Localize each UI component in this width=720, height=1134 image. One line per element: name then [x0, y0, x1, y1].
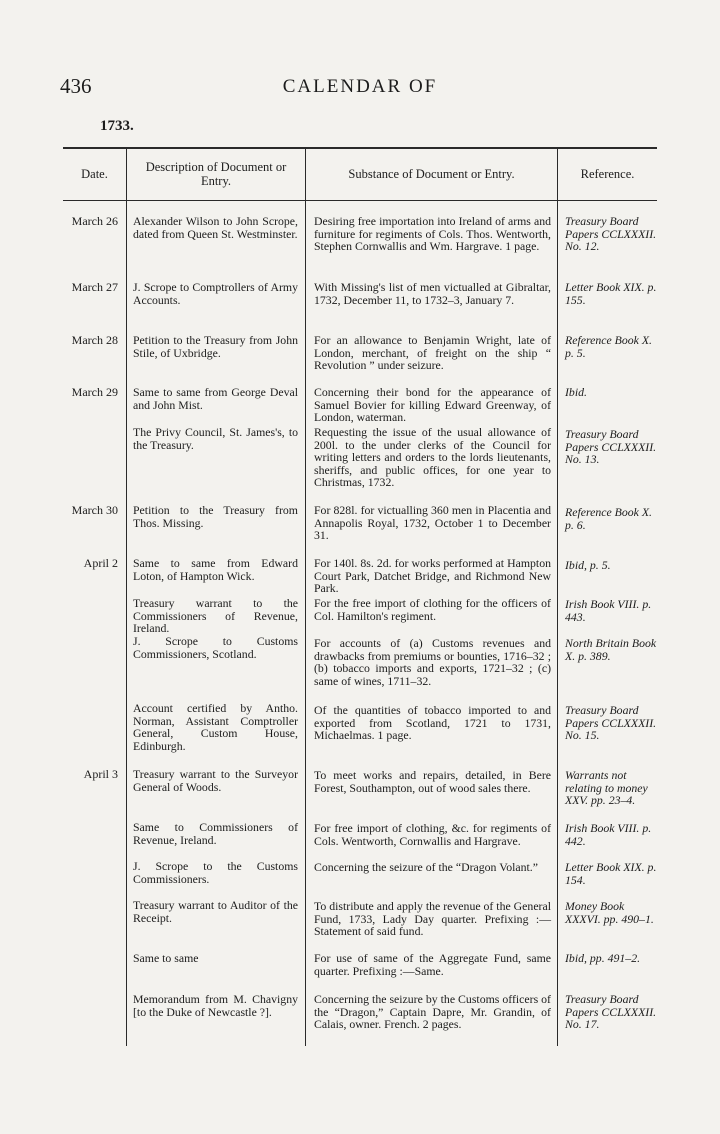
entry-date: March 27 [71, 280, 118, 294]
column-header-reference: Reference. [580, 167, 635, 181]
entry-substance: With Missing's list of men victualled at Gibraltar, 1732, December 11, to 1732–3, January 7. [314, 280, 551, 307]
column-divider [557, 148, 558, 1046]
entry-reference: Irish Book VIII. p. 442. [565, 821, 652, 848]
entry-description: Treasury warrant to Auditor of the Receipt. [133, 898, 298, 925]
entry-date: March 29 [71, 385, 118, 399]
column-header-date: Date. [81, 167, 108, 181]
entry-reference: Treasury Board Papers CCLXXXII. No. 15. [565, 703, 657, 743]
entry-substance: Desiring free importation into Ireland of arms and furniture for regiments of Cols. Thos. Wentworth, Stephen Cornwallis and Wm. Hargrave. 1 page. [314, 214, 551, 254]
entry-description: Treasury warrant to the Commissioners of Revenue, Ireland. [133, 596, 298, 636]
entry-reference: Treasury Board Papers CCLXXXII. No. 17. [565, 992, 657, 1032]
entry-reference: Reference Book X. p. 6. [565, 505, 653, 532]
header-bottom-rule [63, 200, 657, 201]
entry-substance: For accounts of (a) Customs revenues and drawbacks from premiums or bounties, 1716–32 ; (b) tobacco imports and exports, 1721–32 ; (c) same of wines, 1711–32. [314, 636, 551, 688]
entry-reference: Ibid, p. 5. [565, 558, 611, 572]
entry-reference: Treasury Board Papers CCLXXXII. No. 13. [565, 427, 657, 467]
entry-reference: Money Book XXXVI. pp. 490–1. [565, 899, 654, 926]
page-number: 436 [60, 74, 92, 98]
entry-description: Petition to the Treasury from Thos. Missing. [133, 503, 298, 530]
entry-date: April 2 [83, 556, 118, 570]
entry-substance: For the free import of clothing for the officers of Col. Hamilton's regiment. [314, 596, 551, 623]
entry-reference: Reference Book X. p. 5. [565, 333, 653, 360]
entry-description: Account certified by Antho. Norman, Assistant Comptroller General, Custom House, Edinburgh. [133, 701, 298, 753]
entry-reference: North Britain Book X. p. 389. [565, 636, 657, 663]
column-divider [126, 148, 127, 1046]
entry-reference: Letter Book XIX. p. 154. [565, 860, 657, 887]
column-divider [305, 148, 306, 1046]
column-header-description: Description of Document or Entry. [145, 160, 287, 188]
entry-description: Alexander Wilson to John Scrope, dated from Queen St. Westminster. [133, 214, 298, 241]
entry-description: J. Scrope to the Customs Commissioners. [133, 859, 298, 886]
entry-reference: Treasury Board Papers CCLXXXII. No. 12. [565, 214, 657, 254]
entry-description: Same to Commissioners of Revenue, Ireland. [133, 820, 298, 847]
entry-description: The Privy Council, St. James's, to the Treasury. [133, 425, 298, 452]
year-heading: 1733. [100, 118, 134, 134]
entry-description: Same to same [133, 951, 199, 965]
entry-substance: Of the quantities of tobacco imported to and exported from Scotland, 1721 to 1731, Michaelmas. 1 page. [314, 703, 551, 743]
entry-reference: Letter Book XIX. p. 155. [565, 280, 657, 307]
entry-substance: For 140l. 8s. 2d. for works performed at Hampton Court Park, Datchet Bridge, and Richmond New Park. [314, 556, 551, 596]
entry-reference: Irish Book VIII. p. 443. [565, 597, 652, 624]
entry-substance: For an allowance to Benjamin Wright, late of London, merchant, of freight on the ship “ Revolution ” under seizure. [314, 333, 551, 373]
entry-description: Same to same from George Deval and John Mist. [133, 385, 298, 412]
entry-description: J. Scrope to Comptrollers of Army Accounts. [133, 280, 298, 307]
entry-reference: Warrants not relating to money XXV. pp. 23–4. [565, 768, 648, 808]
entry-date: March 30 [71, 503, 118, 517]
entry-substance: Concerning the seizure by the Customs officers of the “Dragon,” Captain Dapre, Mr. Grandin, of Calais, owner. French. 2 pages. [314, 992, 551, 1032]
entry-reference: Ibid. [565, 385, 587, 399]
entry-date: March 26 [71, 214, 118, 228]
entry-description: J. Scrope to Customs Commissioners, Scotland. [133, 634, 298, 661]
entry-substance: For free import of clothing, &c. for regiments of Cols. Wentworth, Cornwallis and Hargrave. [314, 821, 551, 848]
entry-reference: Ibid, pp. 491–2. [565, 951, 641, 965]
running-title: CALENDAR OF [282, 76, 438, 97]
entry-substance: To meet works and repairs, detailed, in Bere Forest, Southampton, out of wood sales there. [314, 768, 551, 795]
entry-substance: Concerning their bond for the appearance of Samuel Bovier for killing Edward Greenway, of London, waterman. [314, 385, 551, 425]
entry-substance: To distribute and apply the revenue of the General Fund, 1733, Lady Day quarter. Prefixing :—Statement of said fund. [314, 899, 551, 939]
entry-substance: For use of same of the Aggregate Fund, same quarter. Prefixing :—Same. [314, 951, 551, 978]
entry-substance: For 828l. for victualling 360 men in Placentia and Annapolis Royal, 1732, October 1 to December 31. [314, 503, 551, 543]
entry-substance: Concerning the seizure of the “Dragon Volant.” [314, 860, 538, 874]
entry-description: Treasury warrant to the Surveyor General of Woods. [133, 767, 298, 794]
table-top-rule [63, 147, 657, 149]
entry-date: April 3 [83, 767, 118, 781]
entry-substance: Requesting the issue of the usual allowance of 200l. to the under clerks of the Council for writing letters and orders to the lords lieutenants, sheriffs, and public offices, for one year to Christmas, 1732. [314, 425, 551, 490]
entry-description: Same to same from Edward Loton, of Hampton Wick. [133, 556, 298, 583]
entry-date: March 28 [71, 333, 118, 347]
column-header-substance: Substance of Document or Entry. [348, 167, 515, 181]
entry-description: Petition to the Treasury from John Stile, of Uxbridge. [133, 333, 298, 360]
entry-description: Memorandum from M. Chavigny [to the Duke of Newcastle ?]. [133, 992, 298, 1019]
